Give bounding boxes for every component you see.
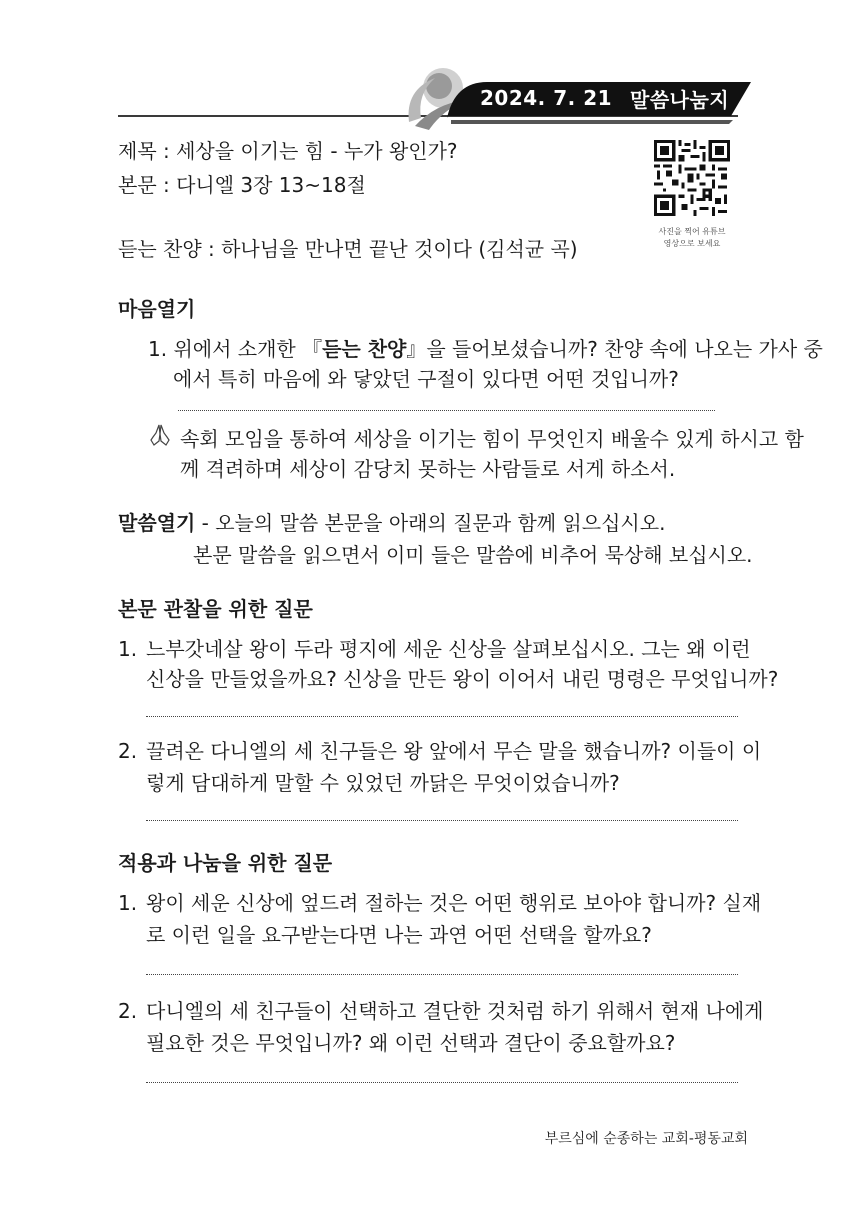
observation-q1-line1 — [118, 634, 751, 664]
hymn-title: 듣는 찬양 : 하나님을 만나면 끝난 것이다 (김석균 곡) — [118, 237, 578, 261]
header-title: 말씀나눔지 — [630, 87, 730, 112]
observation-q1-line2: 신상을 만들었을까요? 신상을 만든 왕이 이어서 내린 명령은 무엇입니까? — [146, 667, 779, 691]
sermon-title: 제목 : 세상을 이기는 힘 - 누가 왕인가? — [118, 139, 458, 163]
question-text: 끌려온 다니엘의 세 친구들은 왕 앞에서 무슨 말을 했습니까? 이들이 이 — [146, 739, 762, 763]
section1-q1-line1 — [148, 334, 823, 364]
question-text: 다니엘의 세 친구들이 선택하고 결단한 것처럼 하기 위해서 현재 나에게 — [146, 999, 764, 1023]
question-text: 왕이 세운 신상에 엎드려 절하는 것은 어떤 행위로 보아야 합니까? 실재 — [146, 891, 762, 915]
answer-line[interactable] — [178, 410, 715, 411]
section-heading-observation: 본문 관찰을 위한 질문 — [118, 597, 313, 621]
page-header — [0, 0, 860, 140]
section2-line1 — [118, 508, 665, 538]
qr-caption — [640, 226, 744, 250]
question-number: 2. — [118, 739, 138, 763]
answer-line[interactable] — [146, 1082, 738, 1083]
answer-line[interactable] — [146, 820, 738, 821]
qr-code-icon[interactable] — [654, 140, 730, 216]
prayer-line1: 속회 모임을 통하여 세상을 이기는 힘이 무엇인지 배울수 있게 하시고 함 — [180, 427, 804, 451]
prayer-line2: 께 격려하며 세상이 감당치 못하는 사람들로 서게 하소서. — [180, 457, 676, 481]
question-number: 1. — [118, 637, 138, 661]
application-q2-line1 — [118, 996, 764, 1026]
answer-line[interactable] — [146, 974, 738, 975]
question-number: 1. — [118, 891, 138, 915]
answer-line[interactable] — [146, 716, 738, 717]
section-heading-open-heart: 마음열기 — [118, 297, 196, 321]
observation-q2-line2: 렇게 담대하게 말할 수 있었던 까닭은 무엇이었습니까? — [146, 771, 620, 795]
question-text-bold: 듣는 찬양 — [322, 337, 407, 361]
header-date: 2024. 7. 21 — [480, 86, 613, 110]
section2-intro: - 오늘의 말씀 본문을 아래의 질문과 함께 읽으십시오. — [195, 511, 666, 535]
application-q1-line2: 로 이런 일을 요구받는다면 나는 과연 어떤 선택을 할까요? — [146, 923, 652, 947]
qr-caption-line-1: 사진을 찍어 유튜브 — [658, 227, 726, 236]
section1-q1-line2: 에서 특히 마음에 와 닿았던 구절이 있다면 어떤 것입니까? — [173, 367, 679, 391]
section2-line2: 본문 말씀을 읽으면서 이미 들은 말씀에 비추어 묵상해 보십시오. — [193, 543, 753, 567]
footer-church-name: 부르심에 순종하는 교회-평동교회 — [544, 1131, 748, 1147]
question-text-pre: 위에서 소개한 『 — [173, 337, 323, 361]
application-q2-line2: 필요한 것은 무엇입니까? 왜 이런 선택과 결단이 중요할까요? — [146, 1031, 676, 1055]
qr-caption-line-2: 영상으로 보세요 — [663, 239, 721, 248]
scripture-reference: 본문 : 다니엘 3장 13~18절 — [118, 173, 366, 197]
question-number: 1. — [148, 337, 168, 361]
section-heading-open-word: 말씀열기 — [118, 511, 196, 535]
praying-hands-icon — [150, 424, 170, 446]
section-heading-application: 적용과 나눔을 위한 질문 — [118, 851, 333, 875]
header-title-group — [480, 83, 730, 113]
question-number: 2. — [118, 999, 138, 1023]
question-text: 느부갓네살 왕이 두라 평지에 세운 신상을 살펴보십시오. 그는 왜 이런 — [146, 637, 751, 661]
question-text-post: 』을 들어보셨습니까? 찬양 속에 나오는 가사 중 — [406, 337, 823, 361]
observation-q2-line1 — [118, 736, 761, 766]
application-q1-line1 — [118, 888, 761, 918]
